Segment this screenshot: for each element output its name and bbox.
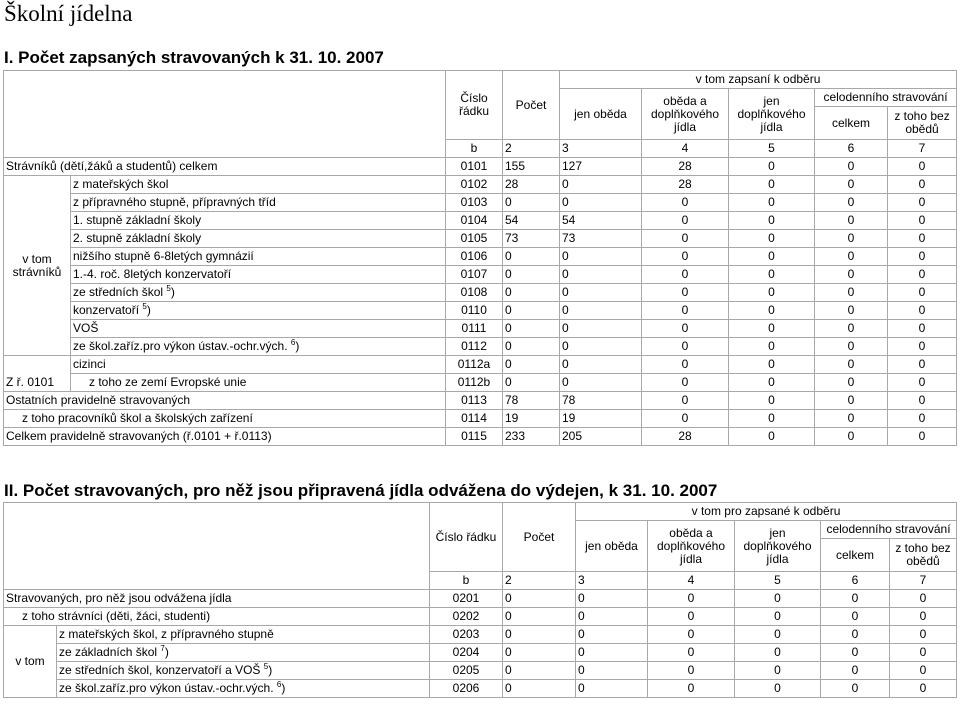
table-row: ze středních škol, konzervatoří a VOŠ $^5$) 0205 0 0 0 0 0 0	[4, 662, 957, 680]
header-group: v tom zapsaní k odběru	[560, 71, 957, 89]
vtom-label: v tom strávníků	[4, 176, 71, 356]
header-celodenni: celodenního stravování	[821, 521, 957, 539]
header-jen-dopl: jen doplňkového jídla	[735, 521, 821, 572]
table-row: ze škol.zaříz.pro výkon ústav.-ochr.vých. $^6$) 0206 0 0 0 0 0 0	[4, 680, 957, 698]
header-cislo: Číslo řádku	[446, 71, 503, 140]
table-odvazena	[3, 502, 957, 698]
header-cislo: Číslo řádku	[430, 503, 503, 572]
table-row: z toho strávníci (děti, žáci, studenti) 0202 0 0 0 0 0 0	[4, 608, 957, 626]
table-row: nižšího stupně 6-8letých gymnázií 0106 0 0 0 0 0 0	[4, 248, 957, 266]
header-obeda-dopl: oběda a doplňkového jídla	[642, 89, 729, 140]
letters-row: b 2 3 4 5 6 7	[4, 572, 957, 590]
table-row: ze středních škol $^5$) 0108 0 0 0 0 0 0	[4, 284, 957, 302]
table-row: Stravovaných, pro něž jsou odvážena jídla 0201 0 0 0 0 0 0	[4, 590, 957, 608]
table-row: z toho ze zemí Evropské unie 0112b 0 0 0 0 0 0	[4, 374, 957, 392]
header-pocet: Počet	[503, 503, 576, 572]
table-row: z toho pracovníků škol a školských zařízení 0114 19 19 0 0 0 0	[4, 410, 957, 428]
page-title: Školní jídelna	[4, 1, 133, 26]
table-zapsani	[3, 70, 957, 446]
header-jen-dopl: jen doplňkového jídla	[729, 89, 815, 140]
vtom-label: v tom	[4, 626, 57, 698]
table-row: v tom z mateřských škol, z přípravného stupně 0203 0 0 0 0 0 0	[4, 626, 957, 644]
table-row: ze základních škol $^7$) 0204 0 0 0 0 0 0	[4, 644, 957, 662]
table-row: VOŠ 0111 0 0 0 0 0 0	[4, 320, 957, 338]
table-row: 2. stupně základní školy 0105 73 73 0 0 0 0	[4, 230, 957, 248]
header-group: v tom pro zapsané k odběru	[576, 503, 957, 521]
header-ztoho-bez: z toho bez obědů	[890, 539, 957, 572]
table-row: z přípravného stupně, přípravných tříd 0103 0 0 0 0 0 0	[4, 194, 957, 212]
header-obeda-dopl: oběda a doplňkového jídla	[648, 521, 735, 572]
table-row: v tom strávníků z mateřských škol 0102 28 0 28 0 0 0	[4, 176, 957, 194]
section-2-title: II. Počet stravovaných, pro něž jsou připravená jídla odvážena do výdejen, k 31. 10. 2007	[4, 481, 718, 500]
zr-label: Z ř. 0101	[4, 356, 71, 392]
header-celkem: celkem	[821, 539, 890, 572]
header-ztoho-bez: z toho bez obědů	[888, 107, 957, 140]
header-jen-obeda: jen oběda	[576, 521, 648, 572]
header-blank	[4, 503, 430, 590]
header-jen-obeda: jen oběda	[560, 89, 642, 140]
table-row: Celkem pravidelně stravovaných (ř.0101 + ř.0113) 0115 233 205 28 0 0 0	[4, 428, 957, 446]
header-celodenni: celodenního stravování	[815, 89, 957, 107]
table-row: 1.-4. roč. 8letých konzervatoří 0107 0 0 0 0 0 0	[4, 266, 957, 284]
table-row: konzervatoří $^5$) 0110 0 0 0 0 0 0	[4, 302, 957, 320]
table-row: ze škol.zaříz.pro výkon ústav.-ochr.vých. $^6$) 0112 0 0 0 0 0 0	[4, 338, 957, 356]
header-blank	[4, 71, 446, 158]
header-pocet: Počet	[503, 71, 560, 140]
table-row: Z ř. 0101 cizinci 0112a 0 0 0 0 0 0	[4, 356, 957, 374]
row-label: Strávníků (dětí,žáků a studentů) celkem	[4, 158, 446, 176]
table-row: Strávníků (dětí,žáků a studentů) celkem 0101 155 127 28 0 0 0	[4, 158, 957, 176]
table-row: 1. stupně základní školy 0104 54 54 0 0 0 0	[4, 212, 957, 230]
letters-row: b 2 3 4 5 6 7	[4, 140, 957, 158]
section-1-title: I. Počet zapsaných stravovaných k 31. 10. 2007	[4, 48, 384, 67]
header-celkem: celkem	[815, 107, 888, 140]
table-row: Ostatních pravidelně stravovaných 0113 78 78 0 0 0 0	[4, 392, 957, 410]
